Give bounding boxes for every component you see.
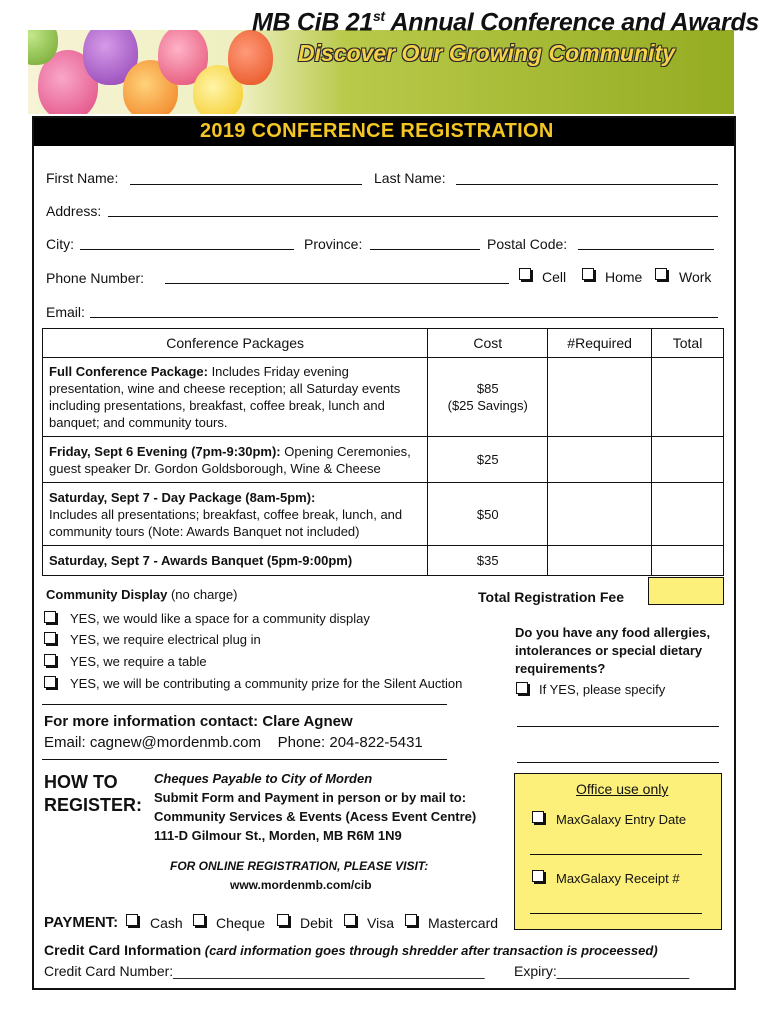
home-checkbox[interactable] — [582, 268, 594, 280]
package-title: Saturday, Sept 7 - Day Package (8am-5pm): — [49, 489, 316, 505]
visa-label: Visa — [367, 915, 394, 931]
table-row — [43, 437, 724, 483]
mastercard-label: Mastercard — [428, 915, 499, 931]
total-cell[interactable] — [652, 483, 724, 546]
cheque-label: Cheque — [216, 915, 266, 931]
online-registration: FOR ONLINE REGISTRATION, PLEASE VISIT: — [170, 859, 429, 873]
last-name-field[interactable] — [456, 184, 718, 185]
mastercard-checkbox[interactable] — [405, 914, 417, 926]
packages-table — [42, 328, 724, 576]
cash-checkbox[interactable] — [126, 914, 138, 926]
table-row — [43, 546, 724, 576]
postal-code-field[interactable] — [578, 249, 714, 250]
package-title: Full Conference Package: — [49, 364, 208, 379]
total-fee-field[interactable] — [648, 577, 724, 605]
cheque-checkbox[interactable] — [193, 914, 205, 926]
table-row — [43, 483, 724, 546]
work-label: Work — [679, 269, 712, 285]
cost-value: $85 — [476, 381, 499, 396]
table-header-row — [43, 329, 724, 358]
allergy-question: Do you have any food allergies, intolerances or special dietary requirements? — [515, 625, 711, 676]
allergy-field-line-2[interactable] — [517, 762, 719, 763]
total-fee-label: Total Registration Fee — [478, 589, 624, 605]
display-space-checkbox[interactable] — [44, 611, 56, 623]
allergy-specify-label: If YES, please specify — [539, 682, 666, 697]
required-cell[interactable] — [548, 483, 652, 546]
cash-label: Cash — [150, 915, 183, 931]
form-title: 2019 CONFERENCE REGISTRATION — [200, 120, 554, 142]
package-description — [43, 546, 428, 576]
maxgalaxy-receipt-label: MaxGalaxy Receipt # — [556, 871, 680, 886]
package-detail: Includes Friday evening presentation, wine and cheese reception; all Saturday events including presentations, breakfast, coffee break, lunch and banquet; and community tours. — [49, 364, 401, 430]
organization-name: Community Services & Events (Acess Event Centre) — [154, 809, 477, 824]
credit-card-heading: Credit Card Information (card information goes through shredder after transaction is proceessed) — [44, 942, 658, 958]
how-to-heading-1: HOW TO — [44, 772, 118, 792]
header-packages: Conference Packages — [43, 329, 428, 358]
email-field[interactable] — [90, 317, 718, 318]
postal-code-label: Postal Code: — [487, 236, 568, 252]
package-title: Saturday, Sept 7 - Awards Banquet (5pm-9:00pm) — [49, 553, 353, 568]
cell-label: Cell — [542, 269, 567, 285]
table-row — [43, 358, 724, 437]
required-cell[interactable] — [548, 358, 652, 437]
contact-heading: For more information contact: Clare Agnew — [44, 713, 353, 730]
banner-title: MB CiB 21st Annual Conference and Awards — [252, 8, 760, 37]
package-description — [43, 358, 428, 437]
how-to-heading-2: REGISTER: — [44, 795, 143, 815]
allergy-field-line-1[interactable] — [517, 726, 719, 727]
header-required: #Required — [548, 329, 652, 358]
allergy-checkbox[interactable] — [516, 682, 528, 694]
home-label: Home — [605, 269, 643, 285]
header-total: Total — [652, 329, 724, 358]
table-checkbox[interactable] — [44, 654, 56, 666]
city-label: City: — [46, 236, 74, 252]
display-space-label: YES, we would like a space for a community display — [70, 611, 370, 626]
debit-checkbox[interactable] — [277, 914, 289, 926]
expiry-field[interactable]: Expiry:_________________ — [514, 963, 690, 979]
package-title: Friday, Sept 6 Evening (7pm-9:30pm): — [49, 443, 281, 459]
header-cost: Cost — [428, 329, 548, 358]
first-name-label: First Name: — [46, 170, 119, 186]
table-label: YES, we require a table — [70, 654, 207, 669]
flower-decoration — [228, 30, 273, 85]
package-detail: Opening Ceremonies, guest speaker Dr. Gordon Goldsborough, Wine & Cheese — [49, 443, 411, 476]
divider — [42, 704, 447, 705]
package-cost — [428, 358, 548, 437]
total-cell[interactable] — [652, 546, 724, 576]
cell-checkbox[interactable] — [519, 268, 531, 280]
visa-checkbox[interactable] — [344, 914, 356, 926]
payment-label: PAYMENT: — [44, 914, 119, 931]
address-field[interactable] — [108, 216, 718, 217]
province-field[interactable] — [370, 249, 480, 250]
entry-date-field[interactable] — [530, 854, 702, 855]
mailing-address: 111-D Gilmour St., Morden, MB R6M 1N9 — [154, 828, 402, 843]
first-name-field[interactable] — [130, 184, 362, 185]
receipt-field[interactable] — [530, 913, 702, 914]
contact-details: Email: cagnew@mordenmb.com Phone: 204-822-5431 — [44, 734, 423, 751]
electrical-plug-checkbox[interactable] — [44, 632, 56, 644]
package-cost: $25 — [428, 437, 548, 483]
work-checkbox[interactable] — [655, 268, 667, 280]
package-cost: $35 — [428, 546, 548, 576]
cost-savings: ($25 Savings) — [447, 398, 528, 413]
phone-field[interactable] — [165, 283, 509, 284]
divider — [42, 759, 447, 760]
credit-card-number-field[interactable]: Credit Card Number:________________________________________ — [44, 963, 485, 979]
silent-auction-label: YES, we will be contributing a community prize for the Silent Auction — [70, 676, 463, 691]
package-cost: $50 — [428, 483, 548, 546]
total-cell[interactable] — [652, 358, 724, 437]
submit-instructions: Submit Form and Payment in person or by mail to: — [154, 790, 467, 805]
maxgalaxy-receipt-checkbox[interactable] — [532, 870, 544, 882]
cheques-payable: Cheques Payable to City of Morden — [154, 771, 373, 786]
email-label: Email: — [46, 304, 85, 320]
city-field[interactable] — [80, 249, 294, 250]
package-description — [43, 483, 428, 546]
last-name-label: Last Name: — [374, 170, 446, 186]
silent-auction-checkbox[interactable] — [44, 676, 56, 688]
package-description — [43, 437, 428, 483]
phone-label: Phone Number: — [46, 270, 145, 286]
maxgalaxy-entry-label: MaxGalaxy Entry Date — [556, 812, 687, 827]
required-cell[interactable] — [548, 437, 652, 483]
registration-url[interactable]: www.mordenmb.com/cib — [230, 878, 372, 892]
address-label: Address: — [46, 203, 102, 219]
total-cell[interactable] — [652, 437, 724, 483]
office-use-title: Office use only — [576, 781, 669, 797]
banner-subtitle: Discover Our Growing Community — [298, 40, 675, 66]
community-display-label: Community Display (no charge) — [46, 587, 238, 602]
debit-label: Debit — [300, 915, 333, 931]
electrical-plug-label: YES, we require electrical plug in — [70, 632, 261, 647]
package-detail: Includes all presentations; breakfast, coffee break, lunch, and community tours (Note: Awards Banquet not included) — [49, 506, 403, 539]
required-cell[interactable] — [548, 546, 652, 576]
province-label: Province: — [304, 236, 363, 252]
maxgalaxy-entry-checkbox[interactable] — [532, 811, 544, 823]
